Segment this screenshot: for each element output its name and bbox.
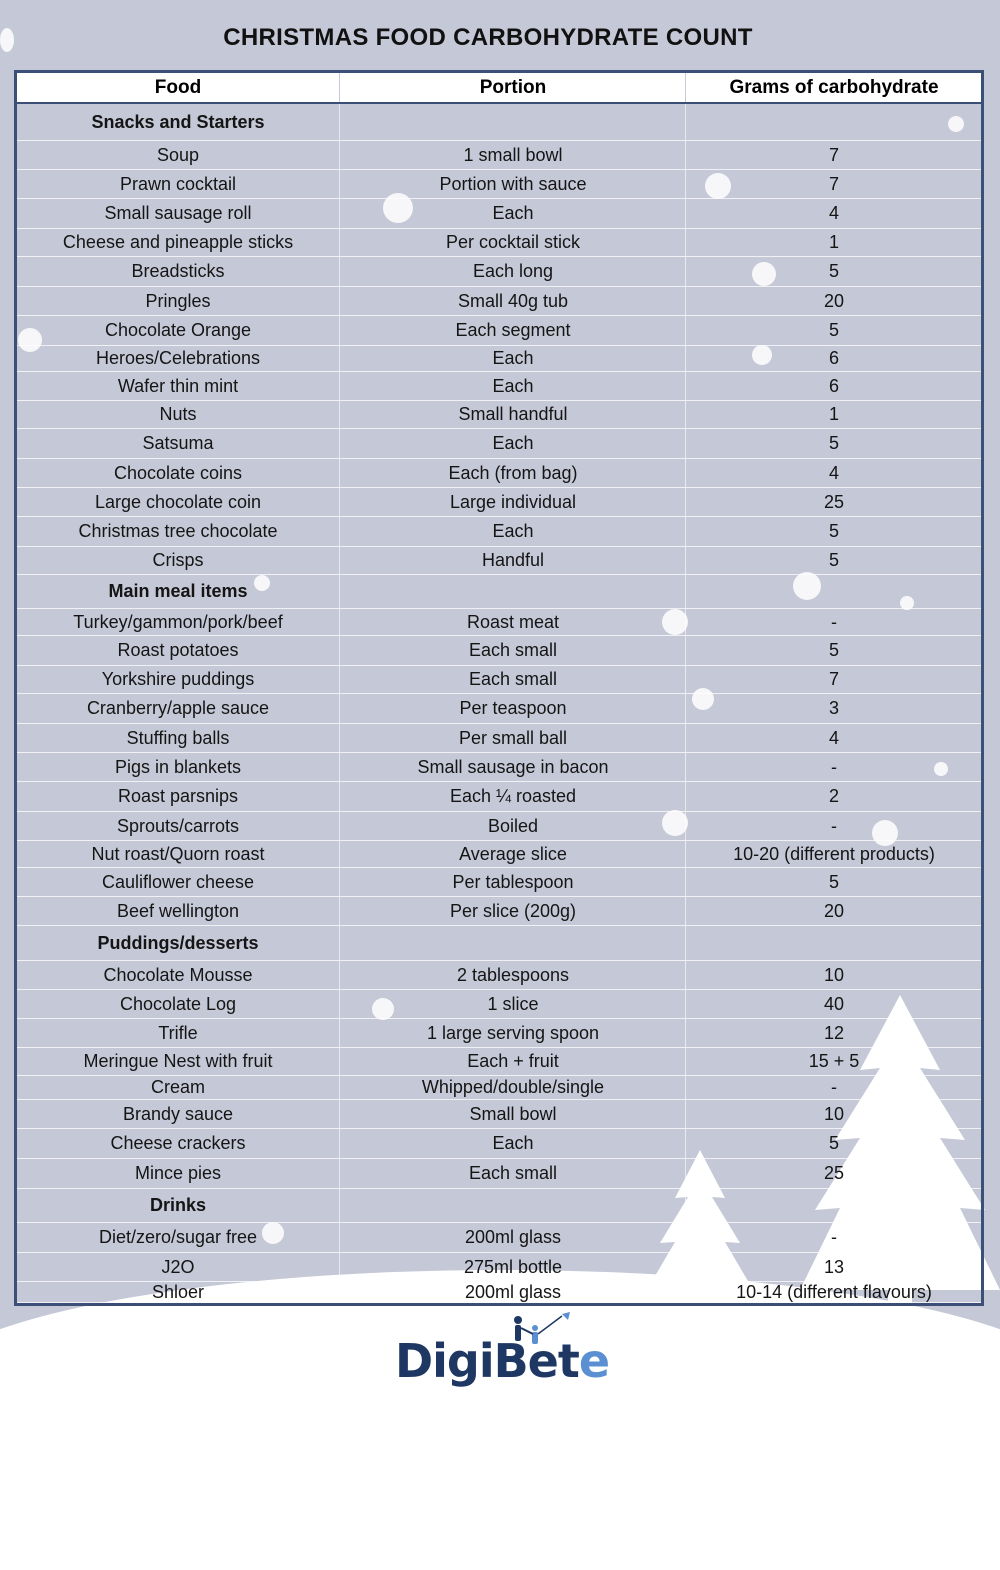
- portion-cell: Each small: [339, 666, 686, 693]
- portion-cell: Boiled: [339, 812, 686, 840]
- portion-cell: Small 40g tub: [339, 287, 686, 315]
- carbs-cell: 6: [685, 372, 982, 400]
- logo-text-end: e: [578, 1334, 610, 1388]
- portion-cell: 1 small bowl: [339, 141, 686, 169]
- table-row: [17, 897, 981, 926]
- portion-cell: Per slice (200g): [339, 897, 686, 925]
- carbs-cell: 4: [685, 724, 982, 752]
- food-cell: J2O: [161, 1256, 195, 1277]
- portion-cell: Large individual: [339, 488, 686, 516]
- portion-cell: Per tablespoon: [339, 868, 686, 896]
- table-row: [17, 141, 981, 170]
- food-cell: Turkey/gammon/pork/beef: [73, 611, 283, 632]
- carbs-cell: 1: [685, 401, 982, 428]
- carbs-cell: 5: [685, 517, 982, 546]
- table-row: [17, 401, 981, 429]
- carbs-cell: 5: [685, 547, 982, 574]
- column-header-portion: Portion: [339, 73, 686, 102]
- carbs-cell: 4: [685, 459, 982, 487]
- carbohydrate-table: [14, 70, 984, 1306]
- table-row: [17, 636, 981, 666]
- carbs-cell: 5: [685, 636, 982, 665]
- portion-cell: Each: [339, 346, 686, 371]
- table-row: [17, 1019, 981, 1048]
- table-row: [17, 666, 981, 694]
- portion-cell: Portion with sauce: [339, 170, 686, 198]
- portion-cell: [339, 575, 686, 608]
- food-cell: Cheese crackers: [110, 1133, 246, 1153]
- food-cell: Pringles: [145, 290, 211, 311]
- food-cell: Cream: [150, 1077, 205, 1097]
- portion-cell: Each: [339, 1129, 686, 1158]
- food-cell: Meringue Nest with fruit: [83, 1051, 273, 1071]
- portion-cell: Each small: [339, 636, 686, 665]
- table-row: [17, 753, 981, 782]
- food-cell: Cranberry/apple sauce: [86, 698, 270, 718]
- carbs-cell: 7: [685, 170, 982, 198]
- food-cell: Chocolate Log: [119, 993, 237, 1014]
- food-cell: Sprouts/carrots: [116, 815, 240, 836]
- food-cell: Heroes/Celebrations: [95, 348, 261, 368]
- portion-cell: Per teaspoon: [339, 694, 686, 723]
- page-title: CHRISTMAS FOOD CARBOHYDRATE COUNT: [223, 24, 753, 51]
- carbs-cell: 1: [685, 229, 982, 256]
- table-row: [17, 1129, 981, 1159]
- portion-cell: [339, 1189, 686, 1222]
- portion-cell: Each small: [339, 1159, 686, 1188]
- portion-cell: Each: [339, 517, 686, 546]
- carbs-cell: -: [685, 609, 982, 635]
- carbs-cell: 20: [685, 897, 982, 925]
- carbs-cell: 10-14 (different flavours): [685, 1282, 982, 1302]
- section-header-row: [17, 926, 981, 961]
- table-row: [17, 1159, 981, 1189]
- food-cell: Yorkshire puddings: [101, 669, 255, 689]
- food-cell: Chocolate Orange: [104, 320, 252, 340]
- food-cell: Chocolate Mousse: [103, 964, 253, 985]
- portion-cell: 1 slice: [339, 990, 686, 1018]
- food-cell: Breadsticks: [131, 261, 225, 281]
- food-cell: Diet/zero/sugar free: [98, 1227, 258, 1247]
- carbs-cell: 3: [685, 694, 982, 723]
- table-row: [17, 429, 981, 459]
- portion-cell: Average slice: [339, 841, 686, 867]
- table-row: [17, 812, 981, 841]
- table-row: [17, 1253, 981, 1282]
- portion-cell: Small handful: [339, 401, 686, 428]
- table-row: [17, 990, 981, 1019]
- food-cell: Drinks: [149, 1195, 207, 1215]
- food-cell: Trifle: [158, 1022, 198, 1043]
- carbs-cell: 10: [685, 961, 982, 989]
- carbs-cell: 6: [685, 346, 982, 371]
- carbs-cell: [685, 104, 982, 140]
- portion-cell: Each + fruit: [339, 1048, 686, 1075]
- carbs-cell: -: [685, 812, 982, 840]
- food-cell: Cheese and pineapple sticks: [62, 232, 294, 252]
- portion-cell: 200ml glass: [339, 1282, 686, 1302]
- section-header-row: [17, 1189, 981, 1223]
- food-cell: Christmas tree chocolate: [78, 521, 278, 541]
- table-row: [17, 346, 981, 372]
- food-cell: Satsuma: [142, 433, 214, 453]
- table-header-row: [17, 73, 981, 104]
- table-row: [17, 488, 981, 517]
- table-row: [17, 782, 981, 812]
- portion-cell: Each: [339, 429, 686, 458]
- food-cell: Mince pies: [134, 1163, 222, 1183]
- table-row: [17, 841, 981, 868]
- food-cell: Nuts: [159, 404, 197, 424]
- table-row: [17, 199, 981, 229]
- food-cell: Small sausage roll: [104, 203, 252, 223]
- carbs-cell: 7: [685, 141, 982, 169]
- portion-cell: Small bowl: [339, 1100, 686, 1128]
- portion-cell: Per cocktail stick: [339, 229, 686, 256]
- carbs-cell: -: [685, 1223, 982, 1252]
- portion-cell: [339, 104, 686, 140]
- carbs-cell: [685, 926, 982, 960]
- food-cell: Roast potatoes: [117, 640, 239, 660]
- carbs-cell: 5: [685, 257, 982, 286]
- food-cell: Roast parsnips: [117, 786, 239, 806]
- column-header-carbs: Grams of carbohydrate: [685, 73, 982, 102]
- table-row: [17, 170, 981, 199]
- column-header-food: Food: [154, 76, 202, 98]
- table-row: [17, 609, 981, 636]
- food-cell: Brandy sauce: [122, 1103, 234, 1124]
- table-row: [17, 459, 981, 488]
- table-row: [17, 547, 981, 575]
- carbs-cell: -: [685, 753, 982, 781]
- food-cell: Cauliflower cheese: [101, 871, 255, 892]
- portion-cell: Handful: [339, 547, 686, 574]
- portion-cell: Each long: [339, 257, 686, 286]
- portion-cell: 200ml glass: [339, 1223, 686, 1252]
- portion-cell: Per small ball: [339, 724, 686, 752]
- section-header-row: [17, 575, 981, 609]
- carbs-cell: 13: [685, 1253, 982, 1281]
- carbs-cell: 4: [685, 199, 982, 228]
- table-row: [17, 372, 981, 401]
- food-cell: Prawn cocktail: [119, 173, 237, 194]
- food-cell: Puddings/desserts: [97, 932, 259, 953]
- portion-cell: Each (from bag): [339, 459, 686, 487]
- table-row: [17, 517, 981, 547]
- food-cell: Nut roast/Quorn roast: [91, 843, 265, 864]
- portion-cell: Each ¼ roasted: [339, 782, 686, 811]
- table-row: [17, 287, 981, 316]
- carbs-cell: 25: [685, 1159, 982, 1188]
- carbs-cell: 10: [685, 1100, 982, 1128]
- table-row: [17, 961, 981, 990]
- food-cell: Shloer: [151, 1281, 205, 1302]
- portion-cell: 275ml bottle: [339, 1253, 686, 1281]
- portion-cell: 2 tablespoons: [339, 961, 686, 989]
- carbs-cell: 25: [685, 488, 982, 516]
- logo-text-main: DigiBet: [394, 1334, 579, 1388]
- food-cell: Large chocolate coin: [94, 491, 262, 512]
- carbs-cell: 10-20 (different products): [685, 841, 982, 867]
- food-cell: Soup: [156, 144, 200, 165]
- food-cell: Crisps: [152, 550, 204, 570]
- table-row: [17, 1223, 981, 1253]
- carbs-cell: -: [685, 1076, 982, 1099]
- portion-cell: Each: [339, 372, 686, 400]
- food-cell: Snacks and Starters: [91, 111, 265, 132]
- carbs-cell: 12: [685, 1019, 982, 1047]
- table-row: [17, 724, 981, 753]
- table-row: [17, 868, 981, 897]
- carbs-cell: 5: [685, 316, 982, 345]
- portion-cell: Roast meat: [339, 609, 686, 635]
- table-row: [17, 316, 981, 346]
- food-cell: Stuffing balls: [126, 727, 230, 748]
- food-cell: Wafer thin mint: [117, 375, 239, 396]
- table-row: [17, 1076, 981, 1100]
- carbs-cell: 5: [685, 429, 982, 458]
- carbs-cell: 5: [685, 1129, 982, 1158]
- food-cell: Pigs in blankets: [114, 756, 242, 777]
- portion-cell: Small sausage in bacon: [339, 753, 686, 781]
- digibete-logo: [392, 1312, 612, 1402]
- portion-cell: Each: [339, 199, 686, 228]
- table-row: [17, 1100, 981, 1129]
- food-cell: Main meal items: [108, 581, 248, 601]
- carbs-cell: 40: [685, 990, 982, 1018]
- carbs-cell: 7: [685, 666, 982, 693]
- carbs-cell: 15 + 5: [685, 1048, 982, 1075]
- table-row: [17, 1282, 981, 1303]
- food-cell: Chocolate coins: [113, 462, 243, 483]
- carbs-cell: [685, 1189, 982, 1222]
- table-row: [17, 229, 981, 257]
- carbs-cell: 20: [685, 287, 982, 315]
- table-row: [17, 1048, 981, 1076]
- food-cell: Beef wellington: [116, 900, 240, 921]
- portion-cell: [339, 926, 686, 960]
- table-row: [17, 694, 981, 724]
- carbs-cell: 2: [685, 782, 982, 811]
- table-row: [17, 257, 981, 287]
- portion-cell: Whipped/double/single: [339, 1076, 686, 1099]
- portion-cell: Each segment: [339, 316, 686, 345]
- carbs-cell: 5: [685, 868, 982, 896]
- section-header-row: [17, 104, 981, 141]
- carbs-cell: [685, 575, 982, 608]
- portion-cell: 1 large serving spoon: [339, 1019, 686, 1047]
